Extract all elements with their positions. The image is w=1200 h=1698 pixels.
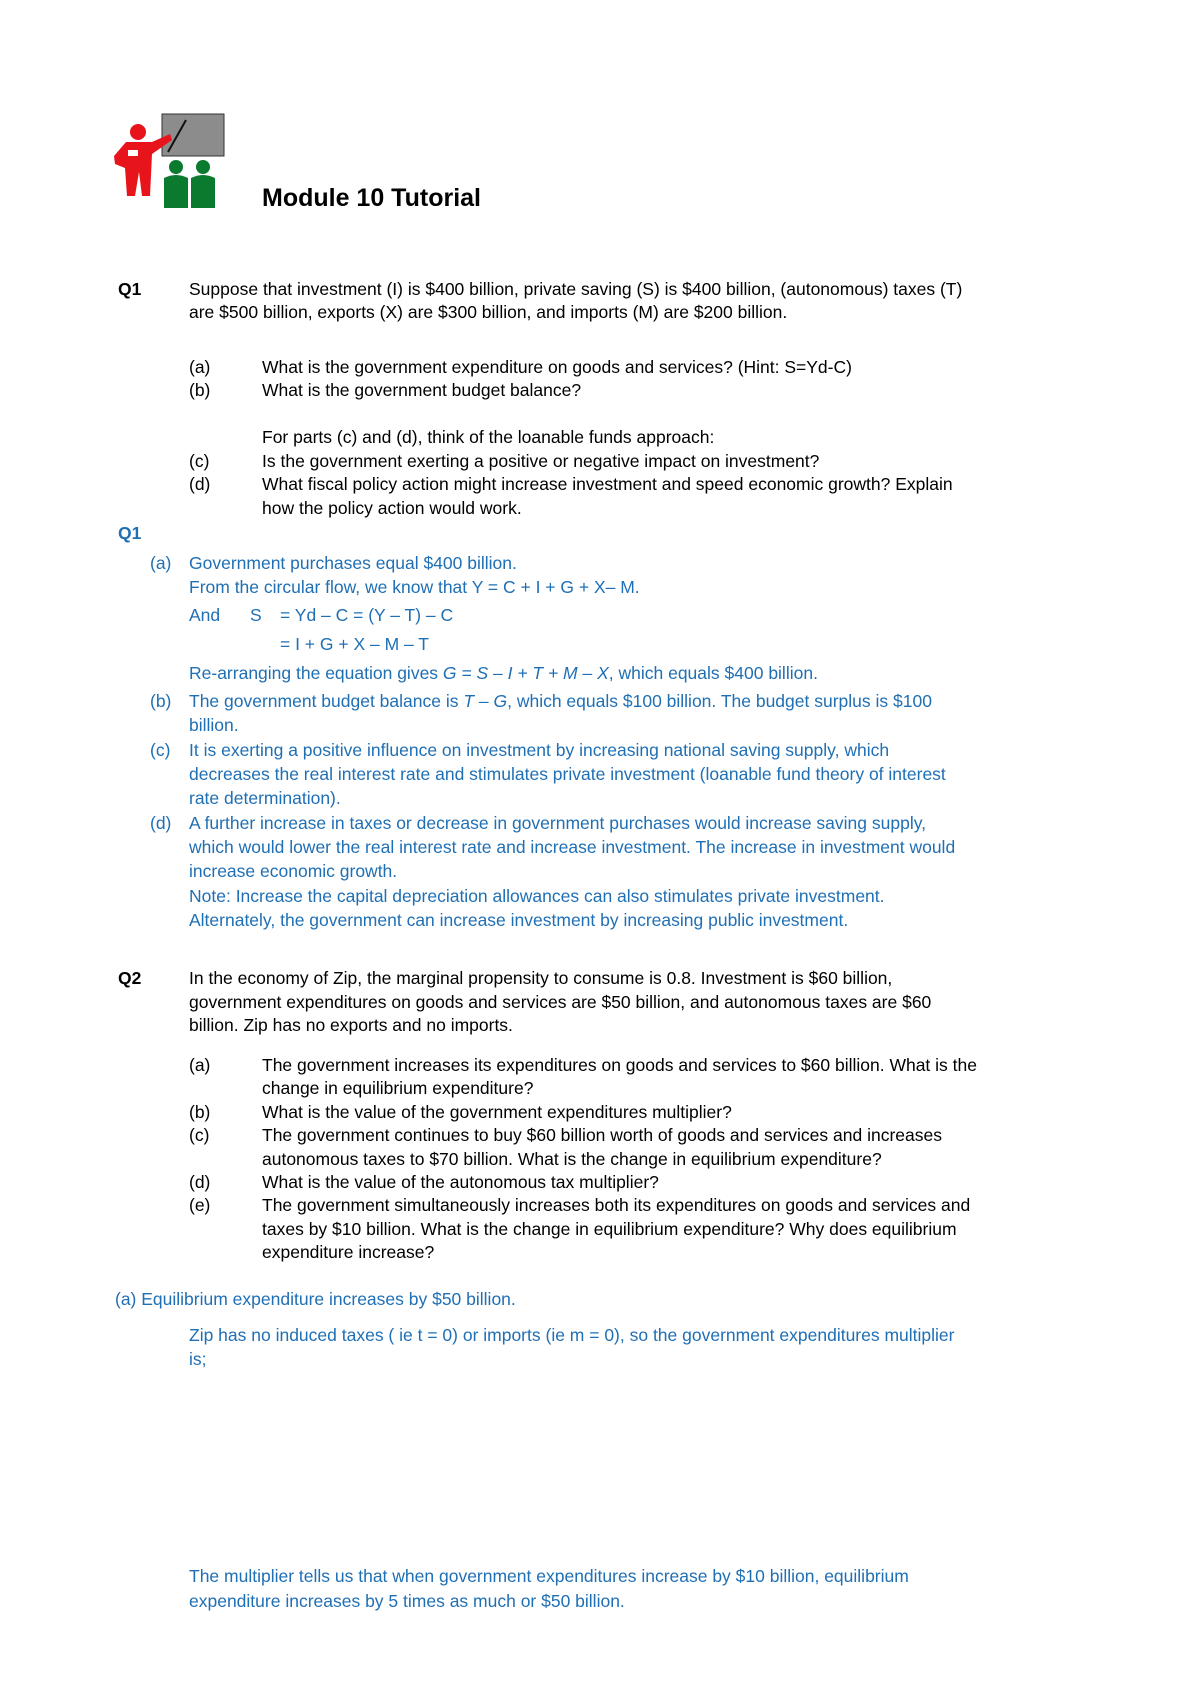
- a1-rearrange-pre: Re-arranging the equation gives: [189, 663, 443, 683]
- a1-eq-lhs: S: [250, 605, 262, 625]
- a1-c-line: rate determination).: [189, 788, 341, 808]
- q1-part-letter: (c): [189, 451, 210, 471]
- q2-part-text: What is the value of the autonomous tax multiplier?: [262, 1172, 659, 1192]
- q2-part-text: taxes by $10 billion. What is the change in equilibrium expenditure? Why does equilibrium: [262, 1219, 957, 1239]
- a1-d-line: increase economic growth.: [189, 861, 398, 881]
- q2-part-text: The government simultaneously increases both its expenditures on goods and services and: [262, 1195, 971, 1215]
- a1-b-eq: T – G: [463, 691, 508, 711]
- q2-part-text: autonomous taxes to $70 billion. What is the change in equilibrium expenditure?: [262, 1149, 882, 1169]
- q1-part-text: What fiscal policy action might increase investment and speed economic growth? Explain: [262, 474, 953, 494]
- q2-part-text: The government increases its expenditures on goods and services to $60 billion. What is the: [262, 1055, 977, 1075]
- a1-c-line: decreases the real interest rate and stimulates private investment (loanable fund theory of interest: [189, 764, 946, 784]
- a1-d-letter: (d): [150, 813, 172, 833]
- q2-stem-line: government expenditures on goods and services are $50 billion, and autonomous taxes are $60: [189, 992, 932, 1012]
- q1-label: Q1: [118, 279, 142, 299]
- a1-eq-row-2: = I + G + X – M – T: [280, 634, 429, 654]
- a1-d-line: Alternately, the government can increase investment by increasing public investment.: [189, 910, 849, 930]
- q2-part-text: What is the value of the government expenditures multiplier?: [262, 1102, 732, 1122]
- q1-part-letter: (a): [189, 357, 211, 377]
- a1-c-line: It is exerting a positive influence on investment by increasing national saving supply, which: [189, 740, 890, 760]
- page-title: Module 10 Tutorial: [262, 184, 481, 212]
- q1-part-text: What is the government budget balance?: [262, 380, 582, 400]
- q1-part-text: Is the government exerting a positive or negative impact on investment?: [262, 451, 820, 471]
- q1-part-text: how the policy action would work.: [262, 498, 522, 518]
- a1-b-letter: (b): [150, 691, 172, 711]
- a1-b-pre: The government budget balance is: [189, 691, 464, 711]
- q2-part-text: expenditure increase?: [262, 1242, 435, 1262]
- a1-d-line: A further increase in taxes or decrease in government purchases would increase saving supply,: [189, 813, 927, 833]
- a2-multiplier-line: The multiplier tells us that when government expenditures increase by $10 billion, equilibrium: [189, 1566, 909, 1586]
- a1-d-line: which would lower the real interest rate and increase investment. The increase in investment would: [189, 837, 956, 857]
- a1-d-line: Note: Increase the capital depreciation allowances can also stimulates private investment.: [189, 886, 885, 906]
- a1-and-word: And: [189, 605, 221, 625]
- a1-rearrange-eq: G = S – I + T + M – X: [442, 663, 609, 683]
- a1-rearrange: [189, 662, 818, 686]
- a1-rearrange-post: , which equals $400 billion.: [608, 663, 818, 683]
- q1-part-text: What is the government expenditure on goods and services? (Hint: S=Yd-C): [262, 357, 852, 377]
- presenter-audience-icon: [112, 112, 226, 208]
- q1-part-letter: (b): [189, 380, 211, 400]
- a2-multiplier-line: expenditure increases by 5 times as much or $50 billion.: [189, 1591, 625, 1611]
- q1-stem-line-2: are $500 billion, exports (X) are $300 billion, and imports (M) are $200 billion.: [189, 302, 788, 322]
- a2-a-line: (a) Equilibrium expenditure increases by $50 billion.: [115, 1289, 516, 1309]
- q2-part-text: change in equilibrium expenditure?: [262, 1078, 534, 1098]
- q2-label: Q2: [118, 968, 142, 988]
- a2-zip-line: is;: [189, 1349, 207, 1369]
- q2-stem-line: In the economy of Zip, the marginal propensity to consume is 0.8. Investment is $60 billion,: [189, 968, 893, 988]
- a1-a-line-1: Government purchases equal $400 billion.: [189, 553, 517, 573]
- a1-c-letter: (c): [150, 740, 171, 760]
- q2-part-letter: (d): [189, 1172, 211, 1192]
- q2-part-letter: (e): [189, 1195, 211, 1215]
- q2-part-letter: (c): [189, 1125, 210, 1145]
- a2-zip-line: Zip has no induced taxes ( ie t = 0) or imports (ie m = 0), so the government expenditures multiplier: [189, 1325, 955, 1345]
- a1-b-line-1: [189, 690, 932, 714]
- q2-stem-line: billion. Zip has no exports and no imports.: [189, 1015, 513, 1035]
- a1-a-letter: (a): [150, 553, 172, 573]
- a1-b-line-2: billion.: [189, 715, 239, 735]
- a1-a-line-2: From the circular flow, we know that Y = C + I + G + X– M.: [189, 577, 640, 597]
- a1-eq-row-1: = Yd – C = (Y – T) – C: [280, 605, 454, 625]
- q2-part-letter: (b): [189, 1102, 211, 1122]
- a1-b-post: , which equals $100 billion. The budget surplus is $100: [507, 691, 932, 711]
- a1-label: Q1: [118, 523, 142, 543]
- q2-part-text: The government continues to buy $60 billion worth of goods and services and increases: [262, 1125, 942, 1145]
- q2-part-letter: (a): [189, 1055, 211, 1075]
- q1-stem-line-1: Suppose that investment (I) is $400 billion, private saving (S) is $400 billion, (autonomous) taxes (T): [189, 279, 963, 299]
- q1-intro-cd: For parts (c) and (d), think of the loanable funds approach:: [262, 427, 715, 447]
- q1-part-letter: (d): [189, 474, 211, 494]
